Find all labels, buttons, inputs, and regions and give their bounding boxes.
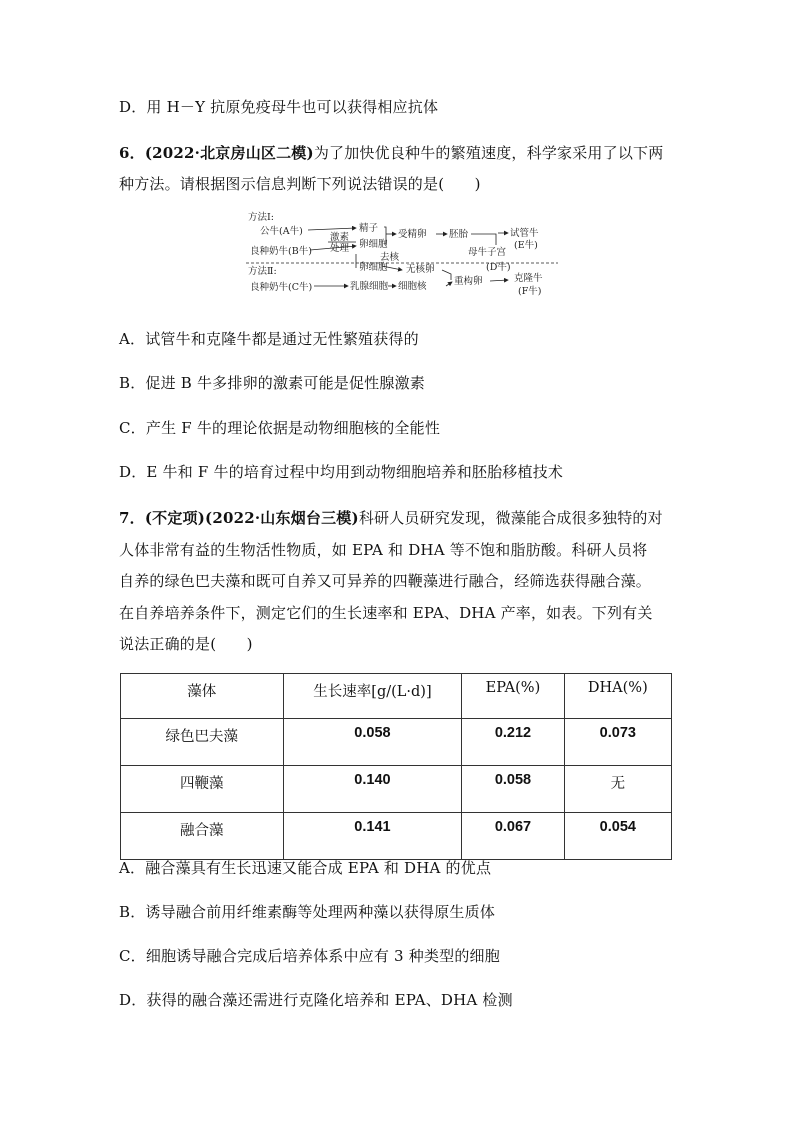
cell-epa: 0.212 bbox=[462, 719, 564, 766]
clone-cow-id: (F牛) bbox=[518, 286, 542, 297]
cell-growth-rate: 0.058 bbox=[283, 719, 462, 766]
header-dha: DHA(%) bbox=[564, 674, 671, 719]
anucleate-egg-label: 无核卵 bbox=[406, 264, 435, 275]
q6-option-b: B．促进 B 牛多排卵的激素可能是促性腺激素 bbox=[119, 374, 425, 392]
cell-dha: 0.073 bbox=[564, 719, 671, 766]
cell-algae-name: 四鞭藻 bbox=[121, 766, 284, 813]
nucleus-label: 细胞核 bbox=[398, 281, 427, 292]
test-tube-cow-label: 试管牛 bbox=[510, 228, 539, 239]
mammary-cell-label: 乳腺细胞 bbox=[350, 281, 389, 292]
cell-algae-name: 绿色巴夫藻 bbox=[121, 719, 284, 766]
cell-dha: 0.054 bbox=[564, 813, 671, 860]
hormone-label-1: 激素 bbox=[330, 232, 350, 243]
nucleus-to-recon-arrow bbox=[446, 282, 452, 286]
table-row bbox=[121, 719, 672, 766]
anucleate-to-recon bbox=[442, 270, 451, 280]
q7-stem-line5: 说法正确的是( ) bbox=[119, 635, 253, 653]
cell-algae-name: 融合藻 bbox=[121, 813, 284, 860]
cell-epa: 0.067 bbox=[462, 813, 564, 860]
q6-option-a: A．试管牛和克隆牛都是通过无性繁殖获得的 bbox=[119, 330, 419, 348]
q5-option-d: D．用 H－Y 抗原免疫母牛也可以获得相应抗体 bbox=[119, 98, 439, 116]
cell-dha: 无 bbox=[564, 766, 671, 813]
cell-epa: 0.058 bbox=[462, 766, 564, 813]
embryo-branch bbox=[471, 234, 496, 245]
reconstructed-egg-label: 重构卵 bbox=[454, 276, 483, 287]
cow-c-label: 良种奶牛(C牛) bbox=[250, 282, 313, 293]
bull-to-sperm-arrow bbox=[308, 228, 356, 230]
enucleate-label: 去核 bbox=[380, 252, 400, 263]
header-growth-rate: 生长速率[g/(L·d)] bbox=[283, 674, 462, 719]
q7-option-d: D．获得的融合藻还需进行克隆化培养和 EPA、DHA 检测 bbox=[119, 991, 513, 1009]
q7-number-source: 7．(不定项)(2022·山东烟台三模) bbox=[119, 509, 359, 527]
q6-number-source: 6．(2022·北京房山区二模) bbox=[119, 144, 314, 162]
q6-option-c: C．产生 F 牛的理论依据是动物细胞核的全能性 bbox=[119, 419, 441, 437]
q7-stem-line1 bbox=[119, 507, 663, 528]
q6-stem-line1 bbox=[119, 142, 663, 163]
algae-data-table bbox=[120, 673, 672, 860]
q6-option-d: D．E 牛和 F 牛的培育过程中均用到动物细胞培养和胚胎移植技术 bbox=[119, 463, 564, 481]
to-clone-arrow bbox=[490, 280, 508, 281]
embryo-label: 胚胎 bbox=[449, 229, 469, 240]
q7-stem-line2: 人体非常有益的生物活性物质，如 EPA 和 DHA 等不饱和脂肪酸。科研人员将 bbox=[119, 541, 648, 559]
cell-growth-rate: 0.141 bbox=[283, 813, 462, 860]
oocyte1-label: 卵细胞 bbox=[359, 239, 388, 250]
hormone-label-2: 处理 bbox=[330, 243, 350, 254]
breeding-methods-diagram bbox=[246, 208, 558, 304]
q6-stem-text1: 为了加快优良种牛的繁殖速度，科学家采用了以下两 bbox=[313, 144, 664, 162]
q6-stem-line2: 种方法。请根据图示信息判断下列说法错误的是( ) bbox=[119, 175, 481, 193]
cell-growth-rate: 0.140 bbox=[283, 766, 462, 813]
mother-d-label: (D牛) bbox=[486, 262, 511, 273]
clone-cow-label: 克隆牛 bbox=[514, 273, 543, 284]
cow-b-label: 良种奶牛(B牛) bbox=[250, 246, 312, 257]
q7-option-b: B．诱导融合前用纤维素酶等处理两种藻以获得原生质体 bbox=[119, 903, 496, 921]
method2-label: 方法Ⅱ: bbox=[248, 266, 277, 277]
q7-stem-line4: 在自养培养条件下，测定它们的生长速率和 EPA、DHA 产率，如表。下列有关 bbox=[119, 604, 653, 622]
header-algae: 藻体 bbox=[121, 674, 284, 719]
fertilized-egg-label: 受精卵 bbox=[398, 229, 427, 240]
method1-label: 方法Ⅰ: bbox=[248, 212, 274, 223]
mother-uterus-label: 母牛子宫 bbox=[468, 247, 507, 258]
q7-stem-text1: 科研人员研究发现，微藻能合成很多独特的对 bbox=[358, 509, 663, 527]
header-epa: EPA(%) bbox=[462, 674, 564, 719]
table-row bbox=[121, 766, 672, 813]
q7-option-c: C．细胞诱导融合完成后培养体系中应有 3 种类型的细胞 bbox=[119, 947, 500, 965]
oocyte2-label: 卵细胞 bbox=[359, 262, 388, 273]
bull-a-label: 公牛(A牛) bbox=[260, 226, 303, 237]
q7-option-a: A．融合藻具有生长迅速又能合成 EPA 和 DHA 的优点 bbox=[119, 859, 492, 877]
test-tube-cow-id: (E牛) bbox=[514, 240, 538, 251]
sperm-label: 精子 bbox=[359, 223, 379, 234]
q7-stem-line3: 自养的绿色巴夫藻和既可自养又可异养的四鞭藻进行融合，经筛选获得融合藻。 bbox=[119, 572, 652, 590]
table-row bbox=[121, 813, 672, 860]
table-header-row bbox=[121, 674, 672, 719]
